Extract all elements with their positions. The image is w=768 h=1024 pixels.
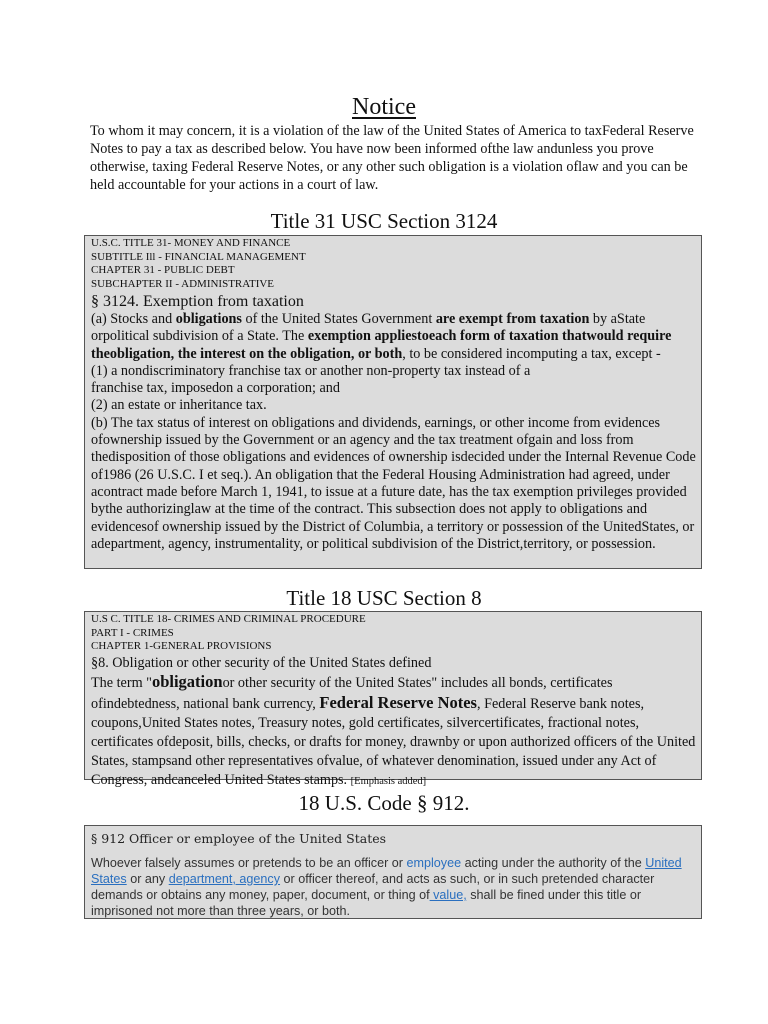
bold-text: are exempt from taxation <box>435 311 590 327</box>
item-2: (2) an estate or inheritance tax. <box>91 397 267 414</box>
text-run: shall be fined under this title or imprisoned not more than three years, or both. <box>91 888 642 918</box>
statute-header: U.S.C. TITLE 31- MONEY AND FINANCE <box>91 237 291 249</box>
statute-box-3124 <box>84 235 702 569</box>
item-1-cont: franchise tax, imposedon a corporation; and <box>91 380 340 397</box>
text-run: or other security of the United States" includes all bonds, certificates ofindebtedness, national bank currency, <box>91 674 613 712</box>
text-run: (a) Stocks and <box>91 311 176 327</box>
notice-intro: To whom it may concern, it is a violation of the law of the United States of America to taxFederal Reserve Notes to pay a tax as described below. You have now been informed ofthe law andunless you prove otherwise, taxing Federal Reserve Notes, or any other such obligation is a violation oflaw and you can be held accountable for your actions in a court of law. <box>90 123 694 193</box>
statute-text <box>91 855 695 919</box>
definition-paragraph <box>91 672 696 791</box>
text-run: or any <box>126 872 169 886</box>
statute-heading: § 912 Officer or employee of the United States <box>91 831 387 846</box>
statute-box-8 <box>84 611 702 788</box>
link-united-states[interactable]: United States <box>91 856 682 886</box>
text-run: or officer thereof, and acts as such, or in such pretended character demands or obtains any money, paper, document, or thing of <box>91 872 655 902</box>
paragraph-b: (b) The tax status of interest on obligations and dividends, earnings, or other income from evidences ofownership issued by the Government or an agency and the tax treatment ofgain and loss from thedisposition of those obligations and evidences of ownership isdecided under the Internal Revenue Code of1986 (26 U.S.C. I et seq.). An obligation that the Federal Housing Administration had agreed, under acontract made before March 1, 1941, to issue at a future date, has the tax exemption privileges provided bythe authorizinglaw at the time of the contract. This subsection does not apply to obligations and evidencesof ownership issued by the District of Columbia, a territory or possession of the UnitedStates, or adepartment, agency, instrumentality, or political subdivision of the District,territory, or possession. <box>91 414 696 552</box>
statute-subtitle: §8. Obligation or other security of the United States defined <box>91 654 432 671</box>
bold-text: exemption appliestoeach form of taxation thatwould require theobligation, the interest on the obligation, or both <box>91 328 672 362</box>
statute-header: PART I - CRIMES <box>91 626 174 639</box>
statute-box-912 <box>84 825 702 919</box>
statute-header: CHAPTER 1-GENERAL PROVISIONS <box>91 640 272 652</box>
statute-header: U.S C. TITLE 18- CRIMES AND CRIMINAL PROCEDURE <box>91 613 366 625</box>
link-employee[interactable]: employee <box>406 856 462 870</box>
text-run: Whoever falsely assumes or pretends to be an officer or <box>91 856 407 870</box>
section-title-3124: Title 31 USC Section 3124 <box>270 209 498 233</box>
bold-text: Federal Reserve Notes <box>319 692 477 712</box>
text-run: The term " <box>91 674 152 691</box>
statute-header: SUBCHAPTER II - ADMINISTRATIVE <box>91 277 275 290</box>
text-run: , to be considered incomputing a tax, except - <box>402 345 661 362</box>
link-department-agency[interactable]: department, agency <box>168 872 281 886</box>
text-run: of the United States Government <box>241 311 436 327</box>
bold-text: obligations <box>175 311 242 327</box>
item-1: (1) a nondiscriminatory franchise tax or another non-property tax instead of a <box>91 362 531 379</box>
text-run: acting under the authority of the <box>461 856 646 870</box>
text-run: , Federal Reserve bank notes, coupons,United States notes, Treasury notes, gold certificates, silvercertificates, fractional notes, certificates ofdeposit, bills, checks, or drafts for money, drawnby or upon authorized officers of the United States, stampsand other representatives ofvalue, of whatever denomination, issued under any Act of Congress, andcanceled United States stamps. <box>91 695 696 788</box>
text-run: by aState orpolitical subdivision of a State. The <box>91 311 646 345</box>
section-title-912: 18 U.S. Code § 912. <box>298 791 470 815</box>
paragraph-a <box>91 311 696 363</box>
statute-header: CHAPTER 31 - PUBLIC DEBT <box>91 264 235 276</box>
link-value[interactable]: value, <box>429 888 467 902</box>
emphasis-note: [Emphasis added] <box>350 775 427 787</box>
notice-title: Notice <box>352 94 416 120</box>
statute-header: SUBTITLE Ill - FINANCIAL MANAGEMENT <box>91 250 306 263</box>
statute-subtitle: § 3124. Exemption from taxation <box>91 293 304 310</box>
section-title-8: Title 18 USC Section 8 <box>286 586 482 610</box>
bold-text: obligation <box>151 671 223 691</box>
